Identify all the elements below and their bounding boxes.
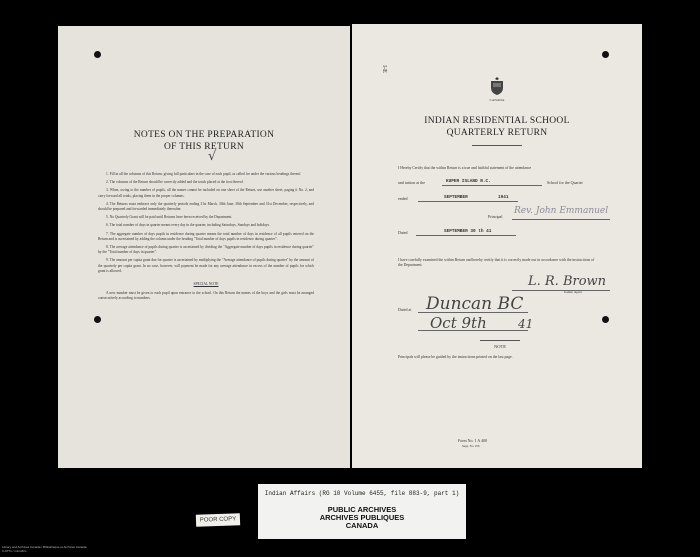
note-item: 8. The average attendance of pupils during quarter is ascertained by dividing the "Aggregate number of days pupils in residence during quarter" by the "Total number of days in quarter".	[98, 245, 314, 255]
return-title-line1: INDIAN RESIDENTIAL SCHOOL	[424, 116, 570, 126]
dated-at-place: Duncan BC	[426, 294, 524, 314]
note-item: 5. No Quarterly Grant will be paid until Returns have been received by the Department.	[106, 215, 233, 220]
special-note-text: A new number must be given to each pupil upon entrance to the school. On this Return the names of the boys and the girls must be arranged consecutively according to numbers.	[98, 291, 314, 301]
archive-reference: Indian Affairs (RG 10 Volume 6455, file 883-9, part 1)	[264, 490, 460, 497]
archive-label	[258, 484, 466, 539]
field-line	[442, 185, 542, 186]
note-item: 6. The total number of days in quarter means every day in the quarter, including Saturdays, Sundays and holidays.	[106, 223, 270, 228]
field-line	[512, 290, 610, 291]
principal-label: Principal	[488, 214, 503, 219]
agent-signature: L. R. Brown	[528, 274, 607, 289]
check-mark: √	[208, 149, 217, 164]
dated-at-year: 41	[518, 317, 534, 331]
ended-label: ended	[398, 196, 408, 201]
archive-line1: PUBLIC ARCHIVES	[327, 505, 397, 514]
examined-text: I have carefully examined the within Return and hereby certify that it is correctly made out in accordance with the instructions of the Department.	[398, 258, 595, 268]
dated-at-label: Dated at	[398, 307, 412, 312]
field-line	[418, 330, 528, 331]
right-page	[352, 24, 642, 468]
note-item: 7. The aggregate number of days pupils in residence during quarter means the total number of days in residence of all pupils entered on the Return and is ascertained by adding the column under the heading "Total number of days pupils in residence during quarter".	[98, 231, 314, 241]
ended-month-value: SEPTEMBER	[444, 195, 468, 200]
return-title-line2: QUARTERLY RETURN	[446, 128, 548, 138]
ended-year-value: 1941	[498, 195, 509, 200]
note-item: 9. The amount per capita grant due for quarter is ascertained by multiplying the "Average attendance of pupils during quarter" by the amount of the quarterly per capita grant. In no case, however, will payment be made for any average attendance in excess of the number of pupils for which grant is allowed.	[98, 258, 314, 273]
agent-title: Indian Agent	[564, 290, 583, 294]
note-item: 2. The columns of the Return should be correctly added and the totals placed at the foot thereof.	[106, 180, 244, 185]
dated-value: SEPTEMBER 30 th 41	[444, 229, 492, 234]
and-tuition-label: and tuition at the	[398, 180, 425, 185]
punch-hole	[94, 51, 101, 58]
punch-hole	[602, 316, 609, 323]
note-rule	[480, 340, 520, 341]
page-mark: I-E	[380, 65, 387, 73]
school-name-value: KUPER ISLAND R.C.	[446, 179, 491, 184]
poor-copy-stamp: POOR COPY	[196, 513, 240, 527]
credit-line2: C-8771 / microfilm	[2, 549, 27, 553]
archive-line2: ARCHIVES PUBLIQUES	[319, 513, 405, 522]
field-line	[512, 219, 610, 220]
notes-title-line1: NOTES ON THE PREPARATION	[133, 130, 275, 140]
school-for-quarter-label: School for the Quarter	[547, 180, 583, 185]
punch-hole	[94, 316, 101, 323]
left-page	[58, 26, 350, 468]
field-line	[416, 235, 516, 236]
notes-list	[98, 172, 314, 302]
archive-credit	[2, 545, 86, 553]
note-item: 1. Fill in all the columns of this Return, giving full particulars in the case of each pupil, as called for under the various headings thereof.	[106, 172, 302, 176]
field-line	[418, 201, 518, 202]
crest-label: CANADA	[489, 98, 505, 102]
special-note-heading: SPECIAL NOTE	[193, 282, 219, 287]
note-text: Principals will please be guided by the instructions printed on the last page.	[398, 355, 513, 359]
title-rule	[472, 145, 522, 146]
punch-hole	[602, 51, 609, 58]
credit-line1: Library and Archives Canada / Bibliothèque et Archives Canada	[2, 545, 87, 549]
dated-at-date: Oct 9th	[430, 314, 487, 332]
note-heading: NOTE	[494, 344, 506, 349]
principal-signature: Rev. John Emmanuel	[514, 206, 609, 216]
notes-title-line2: OF THIS RETURN	[163, 142, 245, 152]
canada-crest-icon	[488, 76, 506, 96]
field-line	[418, 312, 528, 313]
form-number: Form No. 1 A 400	[458, 438, 488, 443]
form-supp: Supp. No. 256	[462, 444, 480, 448]
certify-text: I Hereby Certify that the within Return is a true and faithful statement of the attendance	[398, 166, 532, 170]
note-item: 3. When, owing to the number of pupils, all the names cannot be included on one sheet of the Return, use another sheet, paging it No. 2, and carry forward all totals, placing them in the proper columns.	[98, 188, 314, 198]
archive-line3: CANADA	[345, 521, 379, 530]
note-item: 4. The Returns must embrace only the quarterly periods ending 31st March, 30th June, 30th September and 31st December, respectively, and should be prepared and forwarded immediately thereafter.	[98, 201, 314, 212]
dated-label: Dated	[398, 230, 408, 235]
